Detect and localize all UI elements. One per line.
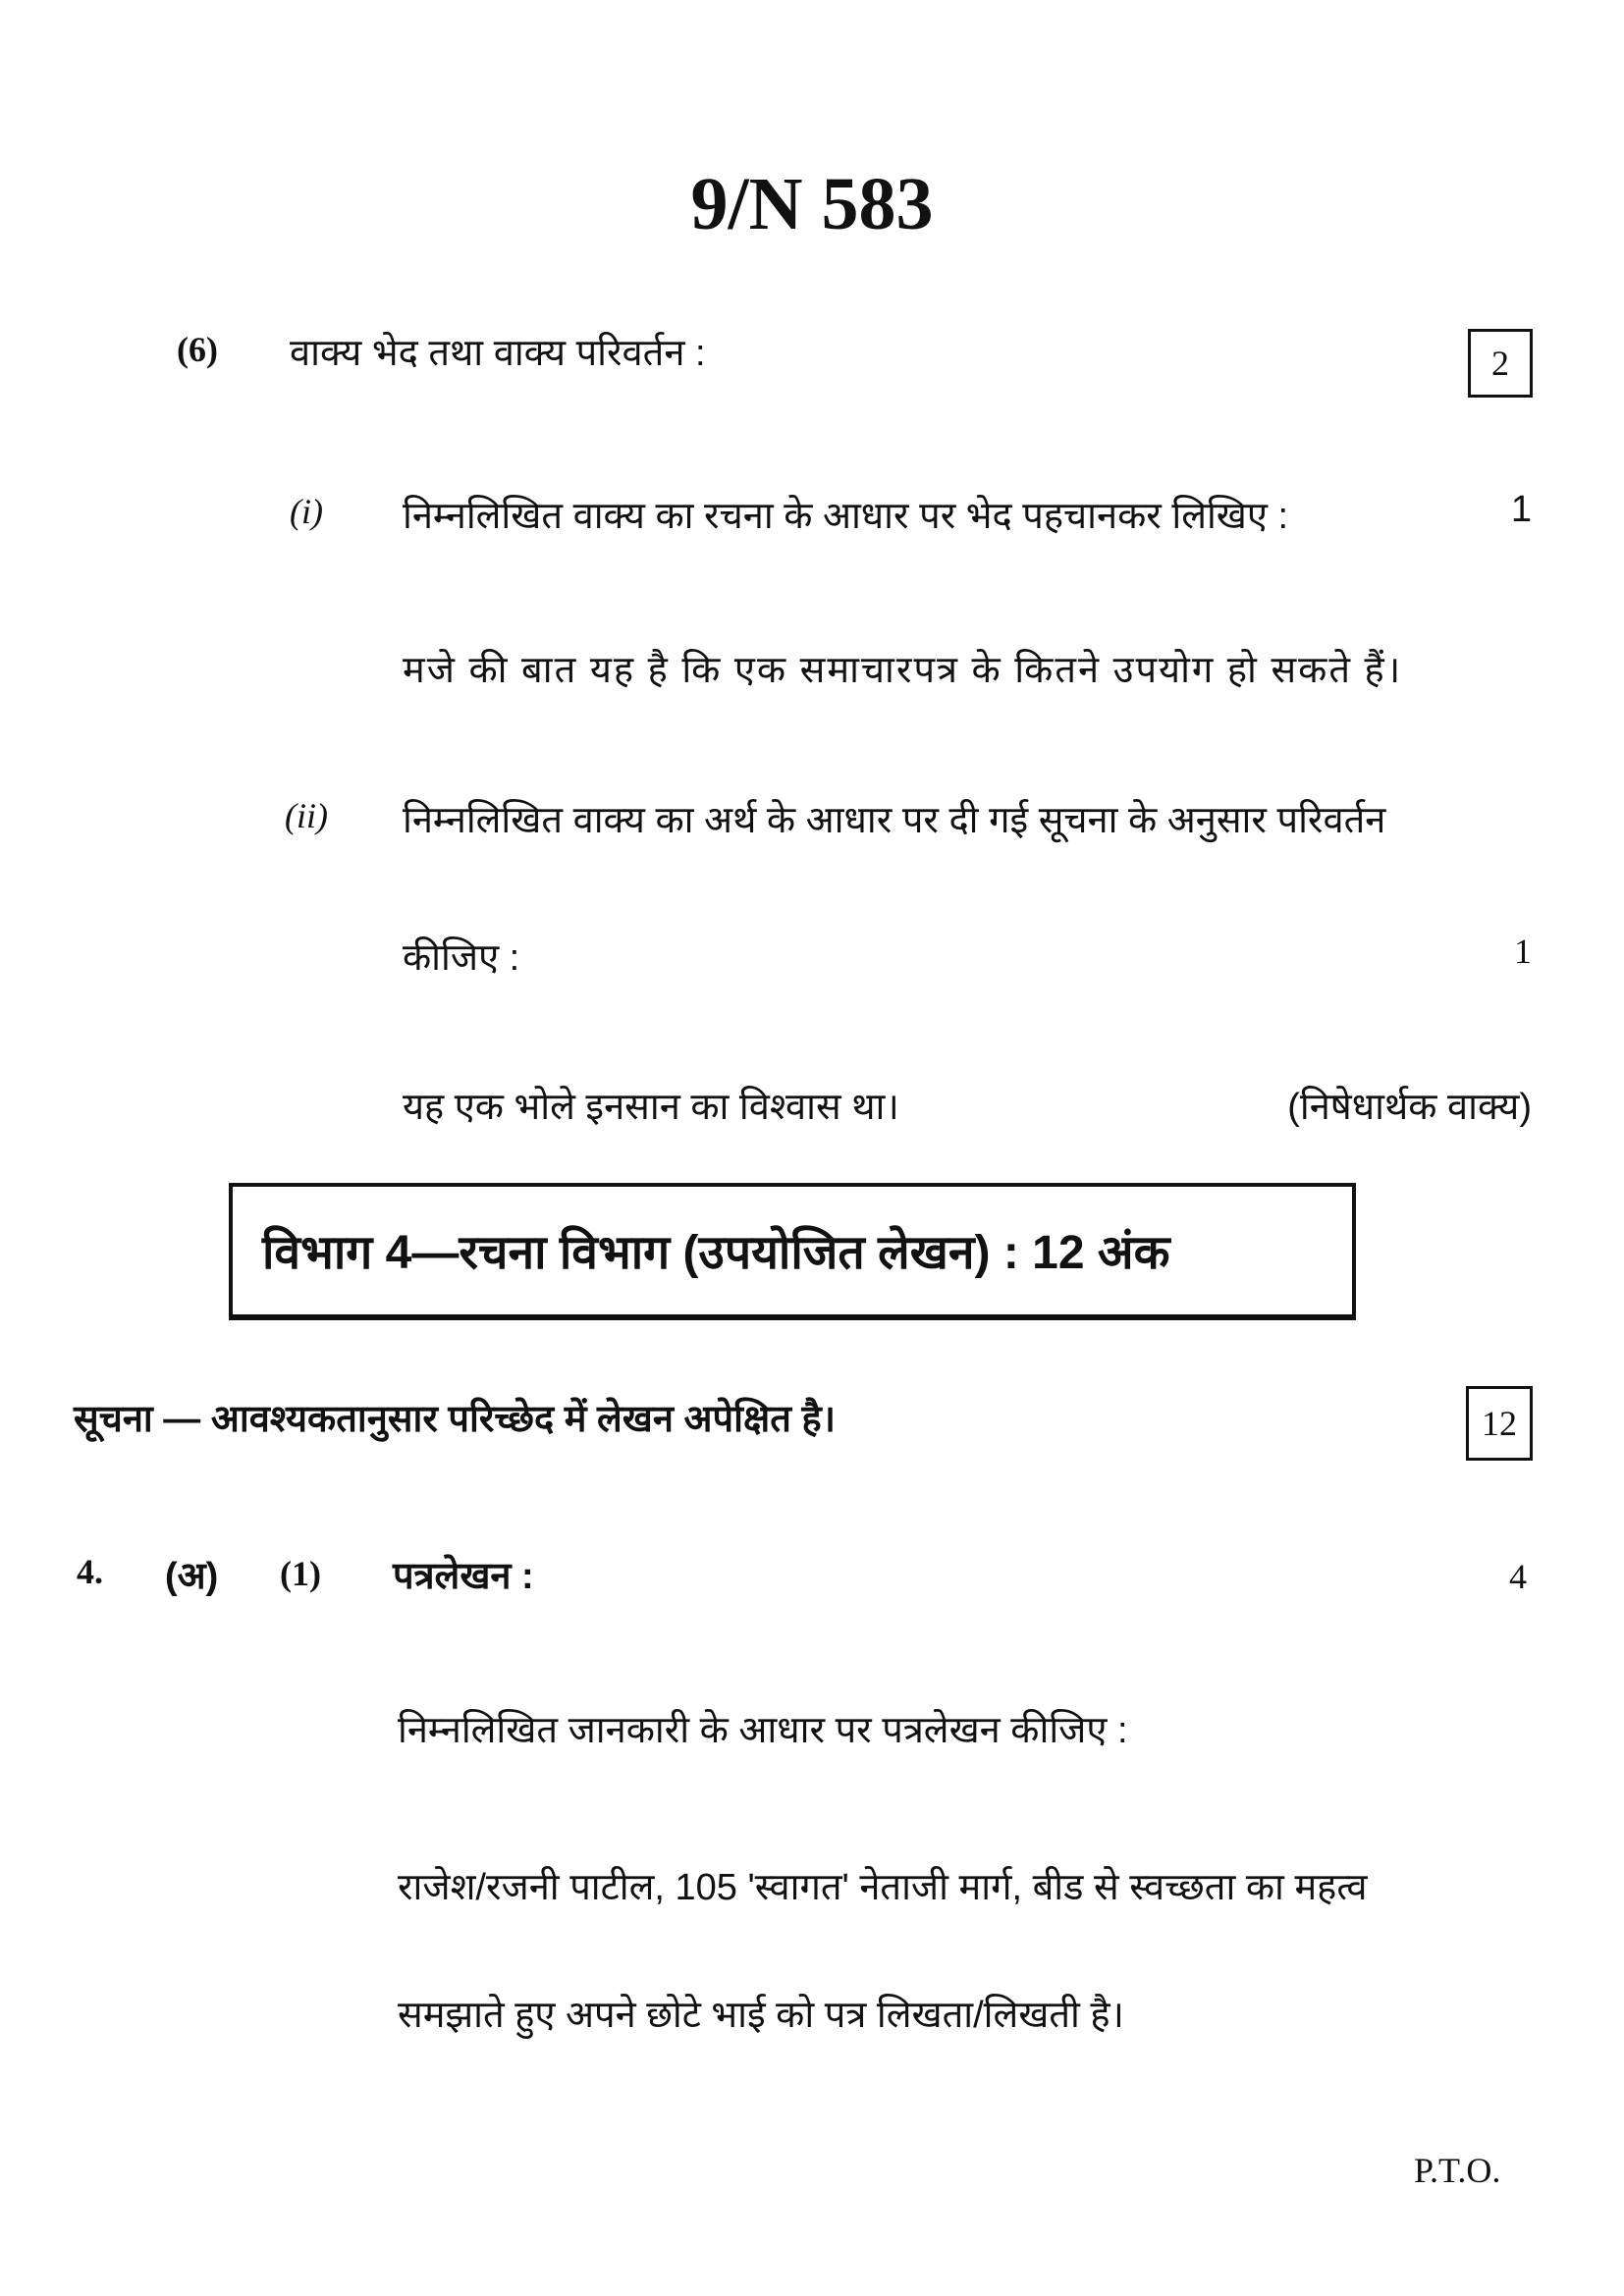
q6-number: (6) xyxy=(177,330,218,369)
q6-i-sentence: मजे की बात यह है कि एक समाचारपत्र के कितने उपयोग हो सकते हैं। xyxy=(403,650,1403,691)
q4-line1: राजेश/रजनी पाटील, 105 'स्वागत' नेताजी मार्ग, बीड से स्वच्छता का महत्व xyxy=(398,1867,1368,1908)
q6-ii-instruction-line2: कीजिए : xyxy=(403,937,520,979)
q4-line2: समझाते हुए अपने छोटे भाई को पत्र लिखता/लिखती है। xyxy=(398,1995,1124,2036)
q6-ii-row xyxy=(403,931,1532,982)
q4-marks: 4 xyxy=(1509,1557,1527,1596)
q6-ii-label: (ii) xyxy=(285,796,328,835)
q4-number: 4. xyxy=(77,1552,103,1591)
section-4-marks-box: 12 xyxy=(1466,1386,1533,1461)
page-code: 9/N 583 xyxy=(690,163,934,245)
q4-instruction: निम्नलिखित जानकारी के आधार पर पत्रलेखन कीजिए : xyxy=(398,1710,1128,1751)
q6-heading: वाक्य भेद तथा वाक्य परिवर्तन : xyxy=(290,333,706,374)
q6-i-instruction: निम्नलिखित वाक्य का रचना के आधार पर भेद पहचानकर लिखिए : xyxy=(403,496,1289,537)
q6-ii-hint: (निषेधार्थक वाक्य) xyxy=(1287,1087,1532,1128)
q6-ii-sentence-row xyxy=(403,1080,1532,1131)
pto-footer: P.T.O. xyxy=(1414,2151,1501,2190)
q6-ii-sentence: यह एक भोले इनसान का विश्वास था। xyxy=(403,1087,899,1128)
section-4-notice: सूचना — आवश्यकतानुसार परिच्छेद में लेखन अपेक्षित है। xyxy=(74,1399,837,1440)
q6-ii-marks: 1 xyxy=(1514,932,1532,971)
q6-marks-box: 2 xyxy=(1468,329,1533,398)
q6-i-label: (i) xyxy=(290,492,323,531)
q4-heading: पत्रलेखन : xyxy=(393,1556,534,1597)
q6-i-marks: 1 xyxy=(1510,489,1532,530)
q4-part: (अ) xyxy=(165,1556,219,1597)
q4-sub: (1) xyxy=(280,1554,321,1593)
section-4-heading-box xyxy=(229,1183,1356,1320)
q6-ii-instruction-line1: निम्नलिखित वाक्य का अर्थ के आधार पर दी गई सूचना के अनुसार परिवर्तन xyxy=(403,800,1386,841)
q6-i-row xyxy=(403,489,1532,540)
section-4-heading: विभाग 4—रचना विभाग (उपयोजित लेखन) : 12 अंक xyxy=(262,1226,1170,1279)
